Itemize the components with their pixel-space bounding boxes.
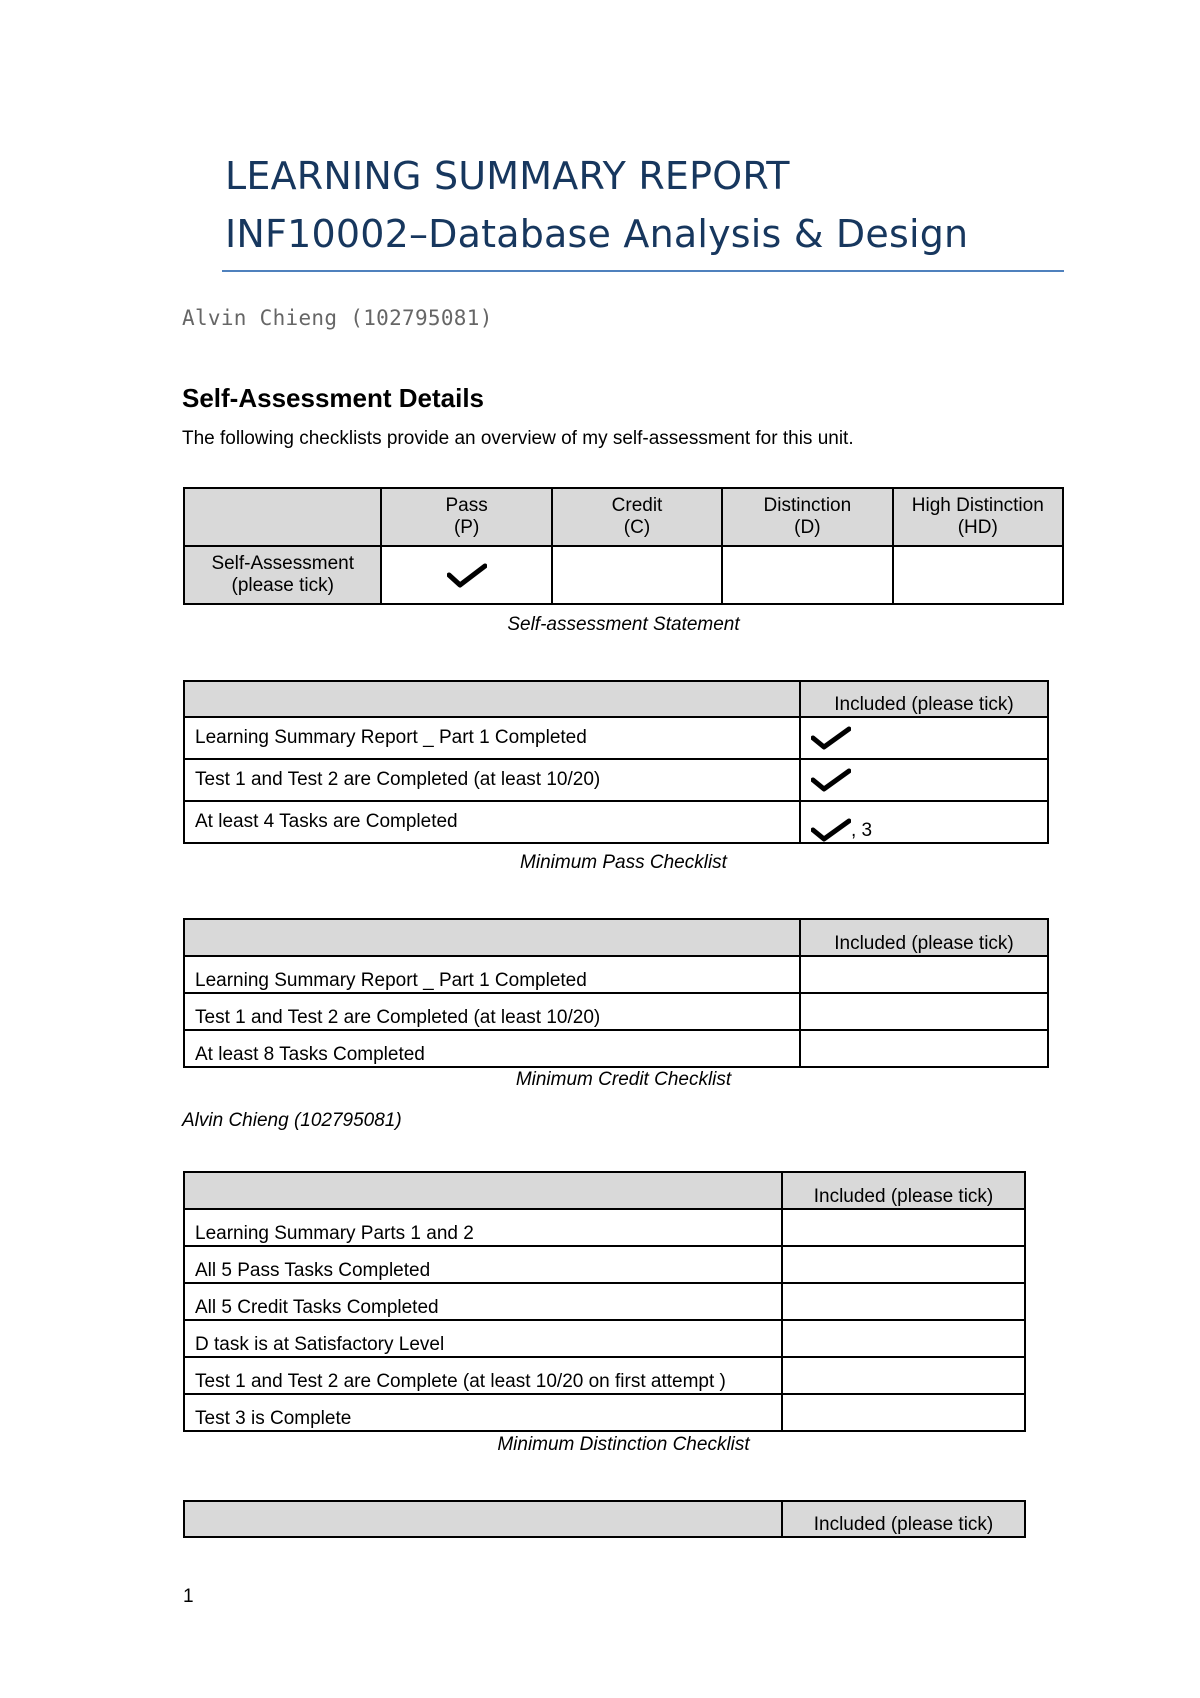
checklist-header-row bbox=[184, 1501, 1025, 1537]
checklist-row bbox=[184, 1246, 1025, 1283]
grade-header-row bbox=[184, 488, 1063, 546]
page-number: 1 bbox=[183, 1586, 194, 1607]
grade-header-high-distinction bbox=[893, 488, 1063, 546]
tick-cell-distinction[interactable] bbox=[722, 546, 892, 604]
checklist-item: Test 1 and Test 2 are Completed (at least 10/20) bbox=[184, 993, 800, 1030]
empty-header-cell bbox=[184, 488, 381, 546]
empty-header-cell bbox=[184, 1172, 782, 1209]
report-title-line2: INF10002–Database Analysis & Design bbox=[225, 212, 969, 256]
tick-cell[interactable] bbox=[782, 1357, 1025, 1394]
empty-header-cell bbox=[184, 919, 800, 956]
checklist-item: All 5 Credit Tasks Completed bbox=[184, 1283, 782, 1320]
section-heading: Self-Assessment Details bbox=[182, 383, 485, 413]
checklist-item: At least 8 Tasks Completed bbox=[184, 1030, 800, 1067]
checklist-row bbox=[184, 759, 1048, 801]
included-header: Included (please tick) bbox=[800, 919, 1048, 956]
checklist-header-row bbox=[184, 1172, 1025, 1209]
checklist-item: Test 3 is Complete bbox=[184, 1394, 782, 1431]
tick-cell[interactable] bbox=[782, 1209, 1025, 1246]
grade-abbr: (P) bbox=[453, 517, 480, 538]
grade-label: Credit bbox=[611, 495, 663, 516]
tick-note: , 3 bbox=[851, 820, 873, 841]
checklist-row bbox=[184, 1320, 1025, 1357]
self-assessment-row bbox=[184, 546, 1063, 604]
checklist-item: Test 1 and Test 2 are Complete (at least 10/20 on first attempt ) bbox=[184, 1357, 782, 1394]
checklist-header-row bbox=[184, 681, 1048, 717]
checkmark-icon bbox=[811, 818, 851, 842]
tick-cell[interactable] bbox=[800, 717, 1048, 759]
grade-abbr: (D) bbox=[794, 517, 821, 538]
checkmark-icon bbox=[447, 562, 487, 588]
included-header: Included (please tick) bbox=[782, 1172, 1025, 1209]
grade-header-distinction bbox=[722, 488, 892, 546]
tick-cell[interactable] bbox=[782, 1394, 1025, 1431]
tick-cell[interactable] bbox=[800, 993, 1048, 1030]
checklist-row bbox=[184, 1394, 1025, 1431]
checklist-item: Learning Summary Report _ Part 1 Completed bbox=[184, 956, 800, 993]
row-label: Self-Assessment bbox=[211, 553, 354, 574]
grade-abbr: (C) bbox=[623, 517, 651, 538]
empty-header-cell bbox=[184, 681, 800, 717]
row-label-cell bbox=[184, 546, 381, 604]
tick-cell[interactable] bbox=[782, 1320, 1025, 1357]
checklist-header-row bbox=[184, 919, 1048, 956]
self-assessment-table bbox=[183, 487, 1064, 605]
distinction-checklist-caption: Minimum Distinction Checklist bbox=[497, 1434, 750, 1455]
checklist-row bbox=[184, 1283, 1025, 1320]
tick-cell[interactable] bbox=[782, 1246, 1025, 1283]
tick-cell[interactable] bbox=[800, 801, 1048, 843]
pass-checklist-table bbox=[183, 680, 1049, 844]
row-label-hint: (please tick) bbox=[231, 575, 334, 596]
credit-checklist-table bbox=[183, 918, 1049, 1068]
grade-label: High Distinction bbox=[911, 495, 1044, 516]
checklist-row bbox=[184, 993, 1048, 1030]
checklist-row bbox=[184, 1209, 1025, 1246]
checklist-item: At least 4 Tasks are Completed bbox=[184, 801, 800, 843]
checklist-item: Learning Summary Parts 1 and 2 bbox=[184, 1209, 782, 1246]
high-distinction-checklist-table bbox=[183, 1500, 1026, 1538]
tick-cell-pass[interactable] bbox=[381, 546, 551, 604]
pass-checklist-caption: Minimum Pass Checklist bbox=[520, 852, 727, 873]
tick-cell[interactable] bbox=[800, 759, 1048, 801]
tick-cell-high-distinction[interactable] bbox=[893, 546, 1063, 604]
checklist-item: Learning Summary Report _ Part 1 Completed bbox=[184, 717, 800, 759]
grade-abbr: (HD) bbox=[957, 517, 998, 538]
distinction-checklist-table bbox=[183, 1171, 1026, 1432]
checklist-item: All 5 Pass Tasks Completed bbox=[184, 1246, 782, 1283]
grade-label: Distinction bbox=[763, 495, 852, 516]
tick-cell-credit[interactable] bbox=[552, 546, 722, 604]
intro-paragraph: The following checklists provide an overview of my self-assessment for this unit. bbox=[182, 428, 854, 449]
tick-cell[interactable] bbox=[800, 956, 1048, 993]
tick-cell[interactable] bbox=[782, 1283, 1025, 1320]
checklist-row bbox=[184, 717, 1048, 759]
included-header: Included (please tick) bbox=[782, 1501, 1025, 1537]
running-author: Alvin Chieng (102795081) bbox=[182, 1110, 402, 1131]
credit-checklist-caption: Minimum Credit Checklist bbox=[515, 1069, 732, 1090]
checklist-item: Test 1 and Test 2 are Completed (at least 10/20) bbox=[184, 759, 800, 801]
checklist-row bbox=[184, 956, 1048, 993]
grade-header-credit bbox=[552, 488, 722, 546]
grade-header-pass bbox=[381, 488, 551, 546]
checklist-row bbox=[184, 1357, 1025, 1394]
tick-cell[interactable] bbox=[800, 1030, 1048, 1067]
grade-label: Pass bbox=[445, 495, 488, 516]
self-assessment-caption: Self-assessment Statement bbox=[507, 614, 740, 635]
checklist-item: D task is at Satisfactory Level bbox=[184, 1320, 782, 1357]
empty-header-cell bbox=[184, 1501, 782, 1537]
title-divider bbox=[222, 270, 1064, 272]
checkmark-icon bbox=[811, 768, 851, 792]
checklist-row bbox=[184, 801, 1048, 843]
included-header: Included (please tick) bbox=[800, 681, 1048, 717]
checkmark-icon bbox=[811, 726, 851, 750]
report-title-line1: LEARNING SUMMARY REPORT bbox=[225, 154, 790, 198]
author-name: Alvin Chieng (102795081) bbox=[182, 306, 493, 330]
checklist-row bbox=[184, 1030, 1048, 1067]
